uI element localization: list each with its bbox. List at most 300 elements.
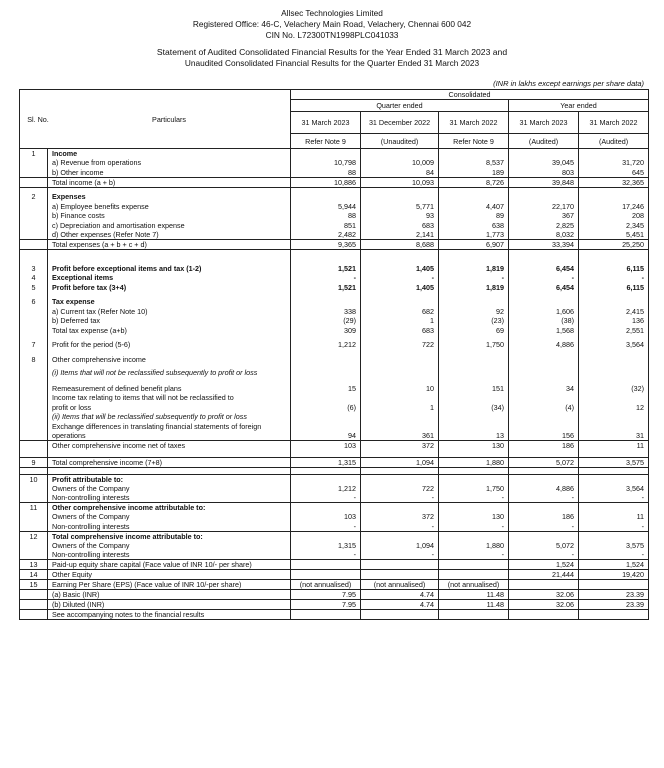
value-cell: 361	[361, 431, 439, 441]
value-cell: 39,045	[509, 158, 579, 168]
value-cell	[361, 393, 439, 403]
value-cell	[361, 355, 439, 365]
value-cell: -	[439, 550, 509, 560]
date-header: 31 March 2022	[579, 112, 649, 134]
value-cell: 8,537	[439, 158, 509, 168]
table-row	[20, 412, 649, 422]
value-cell	[509, 467, 579, 474]
table-row	[20, 149, 649, 159]
value-cell	[291, 368, 361, 378]
sl-no-cell	[20, 168, 48, 178]
value-cell: 1,315	[291, 457, 361, 467]
value-cell: -	[439, 273, 509, 283]
value-cell: -	[439, 522, 509, 532]
value-cell	[509, 192, 579, 202]
sl-no-cell	[20, 177, 48, 187]
value-cell: 722	[361, 340, 439, 350]
value-cell: 2,141	[361, 230, 439, 240]
value-cell	[509, 297, 579, 307]
value-cell: -	[361, 273, 439, 283]
sl-no-cell: 2	[20, 192, 48, 202]
value-cell: 6,907	[439, 240, 509, 250]
particulars-cell: Other comprehensive income	[48, 355, 291, 365]
particulars-cell: Tax expense	[48, 297, 291, 307]
particulars-cell: Other Equity	[48, 570, 291, 580]
value-cell	[579, 474, 649, 484]
status-header: (Audited)	[579, 134, 649, 149]
value-cell	[509, 422, 579, 432]
sl-no-cell: 11	[20, 503, 48, 513]
value-cell: 33,394	[509, 240, 579, 250]
sl-no-cell: 8	[20, 355, 48, 365]
table-row	[20, 512, 649, 522]
quarter-ended-header: Quarter ended	[291, 100, 509, 112]
date-header: 31 March 2023	[291, 112, 361, 134]
value-cell: 4,886	[509, 484, 579, 494]
particulars-cell: Total comprehensive income attributable to:	[48, 531, 291, 541]
table-row	[20, 474, 649, 484]
value-cell: 6,115	[579, 264, 649, 274]
value-cell: 722	[361, 484, 439, 494]
particulars-cell: d) Other expenses (Refer Note 7)	[48, 230, 291, 240]
value-cell	[361, 503, 439, 513]
table-row	[20, 355, 649, 365]
value-cell	[509, 531, 579, 541]
table-row	[20, 168, 649, 178]
value-cell	[579, 412, 649, 422]
value-cell	[361, 474, 439, 484]
value-cell	[361, 422, 439, 432]
table-row	[20, 273, 649, 283]
value-cell: 21,444	[509, 570, 579, 580]
value-cell: 8,726	[439, 177, 509, 187]
value-cell: 2,551	[579, 326, 649, 336]
sl-no-cell: 14	[20, 570, 48, 580]
financial-results-table	[19, 89, 649, 620]
table-row	[20, 580, 649, 590]
value-cell: 39,848	[509, 177, 579, 187]
particulars-cell: Income tax relating to items that will not be reclassified to	[48, 393, 291, 403]
value-cell	[291, 192, 361, 202]
value-cell: (6)	[291, 403, 361, 413]
sl-no-cell	[20, 221, 48, 231]
value-cell	[509, 450, 579, 457]
sl-no-cell: 15	[20, 580, 48, 590]
value-cell: 32.06	[509, 600, 579, 610]
table-row	[20, 541, 649, 551]
value-cell: 1,568	[509, 326, 579, 336]
value-cell	[509, 580, 579, 590]
value-cell	[291, 422, 361, 432]
value-cell	[291, 297, 361, 307]
status-header: (Unaudited)	[361, 134, 439, 149]
sl-no-cell: 13	[20, 560, 48, 570]
particulars-cell: a) Current tax (Refer Note 10)	[48, 307, 291, 317]
table-row	[20, 493, 649, 503]
sl-no-cell: 10	[20, 474, 48, 484]
value-cell	[361, 368, 439, 378]
value-cell	[291, 412, 361, 422]
value-cell: -	[579, 273, 649, 283]
sl-no-cell	[20, 230, 48, 240]
value-cell	[439, 610, 509, 620]
header-particulars-block	[20, 90, 291, 149]
table-row	[20, 467, 649, 474]
sl-no-cell: 1	[20, 149, 48, 159]
value-cell: 367	[509, 211, 579, 221]
sl-no-cell	[20, 384, 48, 394]
sl-no-cell: 9	[20, 457, 48, 467]
consolidated-header: Consolidated	[291, 90, 649, 100]
particulars-header: Particulars	[152, 114, 186, 124]
value-cell: 186	[509, 512, 579, 522]
value-cell	[439, 368, 509, 378]
value-cell: 32,365	[579, 177, 649, 187]
particulars-cell: Profit before exceptional items and tax (1-2)	[48, 264, 291, 274]
value-cell: 1,405	[361, 283, 439, 293]
value-cell: 10	[361, 384, 439, 394]
value-cell	[439, 192, 509, 202]
particulars-cell	[48, 467, 291, 474]
value-cell: 31,720	[579, 158, 649, 168]
value-cell: -	[509, 522, 579, 532]
particulars-cell: Other comprehensive income net of taxes	[48, 441, 291, 451]
value-cell	[439, 422, 509, 432]
value-cell	[579, 422, 649, 432]
value-cell	[291, 149, 361, 159]
sl-no-cell	[20, 541, 48, 551]
value-cell: 1,212	[291, 484, 361, 494]
value-cell: 7.95	[291, 600, 361, 610]
year-ended-header: Year ended	[509, 100, 649, 112]
value-cell: 151	[439, 384, 509, 394]
cin-number: CIN No. L72300TN1998PLC041033	[265, 30, 399, 40]
particulars-cell: Exchange differences in translating financial statements of foreign	[48, 422, 291, 432]
value-cell	[361, 412, 439, 422]
value-cell	[361, 467, 439, 474]
table-row	[20, 441, 649, 451]
table-row	[20, 240, 649, 250]
sl-no-cell	[20, 522, 48, 532]
value-cell: 136	[579, 316, 649, 326]
value-cell: -	[509, 273, 579, 283]
value-cell: -	[291, 522, 361, 532]
sl-no-cell	[20, 316, 48, 326]
table-row	[20, 590, 649, 600]
particulars-cell: a) Employee benefits expense	[48, 202, 291, 212]
particulars-cell: operations	[48, 431, 291, 441]
value-cell	[439, 412, 509, 422]
value-cell	[439, 570, 509, 580]
table-row	[20, 250, 649, 264]
value-cell: 4,886	[509, 340, 579, 350]
value-cell: 186	[509, 441, 579, 451]
value-cell: (34)	[439, 403, 509, 413]
value-cell	[439, 355, 509, 365]
value-cell: 10,798	[291, 158, 361, 168]
value-cell: 13	[439, 431, 509, 441]
value-cell	[579, 503, 649, 513]
value-cell	[439, 531, 509, 541]
table-row	[20, 264, 649, 274]
sl-no-cell	[20, 211, 48, 221]
table-row	[20, 457, 649, 467]
value-cell: 2,415	[579, 307, 649, 317]
value-cell: -	[509, 550, 579, 560]
table-row	[20, 326, 649, 336]
table-row	[20, 368, 649, 378]
value-cell: 11	[579, 441, 649, 451]
registered-office: Registered Office: 46-C, Velachery Main Road, Velachery, Chennai 600 042	[192, 19, 472, 29]
particulars-cell: Owners of the Company	[48, 512, 291, 522]
particulars-cell: Owners of the Company	[48, 541, 291, 551]
value-cell	[579, 467, 649, 474]
value-cell	[509, 610, 579, 620]
value-cell: -	[509, 493, 579, 503]
value-cell: 1,212	[291, 340, 361, 350]
sl-no-cell	[20, 493, 48, 503]
value-cell: -	[439, 493, 509, 503]
value-cell: -	[291, 493, 361, 503]
value-cell: 1	[361, 316, 439, 326]
table-row	[20, 403, 649, 413]
value-cell	[579, 250, 649, 264]
sl-no-cell: 12	[20, 531, 48, 541]
value-cell: 7.95	[291, 590, 361, 600]
value-cell	[361, 570, 439, 580]
table-row	[20, 422, 649, 432]
value-cell: 1,521	[291, 264, 361, 274]
value-cell	[291, 467, 361, 474]
value-cell: 638	[439, 221, 509, 231]
value-cell: 372	[361, 441, 439, 451]
table-row	[20, 610, 649, 620]
sl-no-cell	[20, 368, 48, 378]
value-cell: 103	[291, 441, 361, 451]
table-row	[20, 316, 649, 326]
value-cell: 88	[291, 211, 361, 221]
value-cell: -	[579, 550, 649, 560]
value-cell: 4,407	[439, 202, 509, 212]
value-cell: 1	[361, 403, 439, 413]
value-cell: 1,750	[439, 484, 509, 494]
sl-no-cell	[20, 202, 48, 212]
particulars-cell: (ii) Items that will be reclassified subsequently to profit or loss	[48, 412, 291, 422]
value-cell: 34	[509, 384, 579, 394]
value-cell: 1,819	[439, 283, 509, 293]
date-header: 31 December 2022	[361, 112, 439, 134]
value-cell: (29)	[291, 316, 361, 326]
table-row	[20, 431, 649, 441]
particulars-cell	[48, 450, 291, 457]
particulars-cell: Total comprehensive income (7+8)	[48, 457, 291, 467]
value-cell: 23.39	[579, 600, 649, 610]
value-cell: 1,094	[361, 457, 439, 467]
value-cell: 1,524	[509, 560, 579, 570]
value-cell: 25,250	[579, 240, 649, 250]
sl-no-cell	[20, 550, 48, 560]
sl-no-cell: 5	[20, 283, 48, 293]
value-cell: 94	[291, 431, 361, 441]
value-cell	[361, 531, 439, 541]
value-cell: 1,819	[439, 264, 509, 274]
value-cell: -	[579, 522, 649, 532]
value-cell: 851	[291, 221, 361, 231]
value-cell: 6,115	[579, 283, 649, 293]
value-cell	[579, 531, 649, 541]
value-cell: 93	[361, 211, 439, 221]
sl-no-cell	[20, 512, 48, 522]
value-cell: 10,093	[361, 177, 439, 187]
units-note: (INR in lakhs except earnings per share data)	[493, 79, 644, 88]
value-cell: 69	[439, 326, 509, 336]
particulars-cell: (i) Items that will not be reclassified subsequently to profit or loss	[48, 368, 291, 378]
particulars-cell: Owners of the Company	[48, 484, 291, 494]
sl-no-cell	[20, 403, 48, 413]
particulars-cell	[48, 250, 291, 264]
value-cell: 1,521	[291, 283, 361, 293]
sl-no-cell	[20, 412, 48, 422]
value-cell: 8,688	[361, 240, 439, 250]
value-cell: 645	[579, 168, 649, 178]
table-row	[20, 221, 649, 231]
particulars-cell: Exceptional items	[48, 273, 291, 283]
value-cell: 683	[361, 221, 439, 231]
statement-title-line1: Statement of Audited Consolidated Financial Results for the Year Ended 31 March 2023 and	[156, 47, 508, 57]
value-cell: 372	[361, 512, 439, 522]
sl-no-cell: 3	[20, 264, 48, 274]
value-cell	[439, 560, 509, 570]
value-cell	[291, 250, 361, 264]
value-cell: 6,454	[509, 264, 579, 274]
particulars-cell: Other comprehensive income attributable to:	[48, 503, 291, 513]
value-cell: 1,315	[291, 541, 361, 551]
table-row	[20, 384, 649, 394]
value-cell: 1,524	[579, 560, 649, 570]
value-cell: 1,750	[439, 340, 509, 350]
value-cell	[291, 560, 361, 570]
value-cell	[439, 149, 509, 159]
value-cell	[361, 450, 439, 457]
particulars-cell: b) Other income	[48, 168, 291, 178]
sl-no-cell	[20, 250, 48, 264]
particulars-cell: Total expenses (a + b + c + d)	[48, 240, 291, 250]
statement-title-line2: Unaudited Consolidated Financial Results for the Quarter Ended 31 March 2023	[184, 58, 480, 68]
company-name: Allsec Technologies Limited	[281, 8, 383, 18]
table-row	[20, 393, 649, 403]
status-header: Refer Note 9	[439, 134, 509, 149]
sl-no-cell: 7	[20, 340, 48, 350]
particulars-cell: Expenses	[48, 192, 291, 202]
particulars-cell: Total income (a + b)	[48, 177, 291, 187]
sl-no-cell	[20, 600, 48, 610]
particulars-cell: See accompanying notes to the financial results	[48, 610, 291, 620]
sl-no-cell	[20, 450, 48, 457]
particulars-cell: profit or loss	[48, 403, 291, 413]
sl-no-cell	[20, 240, 48, 250]
value-cell	[291, 450, 361, 457]
value-cell: 208	[579, 211, 649, 221]
value-cell: 9,365	[291, 240, 361, 250]
value-cell: 1,606	[509, 307, 579, 317]
table-row	[20, 211, 649, 221]
value-cell: 6,454	[509, 283, 579, 293]
value-cell: -	[361, 522, 439, 532]
value-cell	[361, 192, 439, 202]
value-cell	[291, 531, 361, 541]
value-cell: 309	[291, 326, 361, 336]
value-cell: 2,482	[291, 230, 361, 240]
table-row	[20, 230, 649, 240]
value-cell: (23)	[439, 316, 509, 326]
value-cell	[361, 610, 439, 620]
date-header: 31 March 2023	[509, 112, 579, 134]
value-cell: (not annualised)	[439, 580, 509, 590]
table-row	[20, 503, 649, 513]
value-cell	[579, 297, 649, 307]
sl-no-cell	[20, 422, 48, 432]
value-cell: 5,072	[509, 541, 579, 551]
value-cell: 11	[579, 512, 649, 522]
sl-no-cell	[20, 307, 48, 317]
value-cell: 3,564	[579, 340, 649, 350]
value-cell: 31	[579, 431, 649, 441]
value-cell	[509, 355, 579, 365]
sl-no-cell: 4	[20, 273, 48, 283]
value-cell	[509, 250, 579, 264]
particulars-cell: Non-controlling interests	[48, 550, 291, 560]
value-cell: -	[361, 550, 439, 560]
table-row	[20, 340, 649, 350]
table-row	[20, 177, 649, 187]
table-row	[20, 297, 649, 307]
value-cell	[579, 149, 649, 159]
value-cell: (32)	[579, 384, 649, 394]
value-cell: 4.74	[361, 600, 439, 610]
table-row	[20, 307, 649, 317]
value-cell: 11.48	[439, 600, 509, 610]
value-cell	[439, 393, 509, 403]
value-cell	[579, 393, 649, 403]
value-cell: 32.06	[509, 590, 579, 600]
sl-no-cell: 6	[20, 297, 48, 307]
value-cell: 803	[509, 168, 579, 178]
sl-no-cell	[20, 484, 48, 494]
value-cell	[291, 503, 361, 513]
sl-no-cell	[20, 431, 48, 441]
value-cell: 10,886	[291, 177, 361, 187]
table-row	[20, 192, 649, 202]
value-cell	[361, 250, 439, 264]
value-cell: 1,405	[361, 264, 439, 274]
value-cell: (4)	[509, 403, 579, 413]
sl-no-cell	[20, 441, 48, 451]
value-cell	[509, 149, 579, 159]
particulars-cell: c) Depreciation and amortisation expense	[48, 221, 291, 231]
table-row	[20, 550, 649, 560]
value-cell	[509, 503, 579, 513]
status-header: (Audited)	[509, 134, 579, 149]
value-cell	[439, 474, 509, 484]
value-cell: -	[291, 550, 361, 560]
sl-no-header: Sl. No.	[27, 114, 49, 124]
particulars-cell: (a) Basic (INR)	[48, 590, 291, 600]
value-cell	[439, 450, 509, 457]
table-row	[20, 570, 649, 580]
table-row	[20, 450, 649, 457]
particulars-cell: b) Deferred tax	[48, 316, 291, 326]
value-cell: 1,094	[361, 541, 439, 551]
